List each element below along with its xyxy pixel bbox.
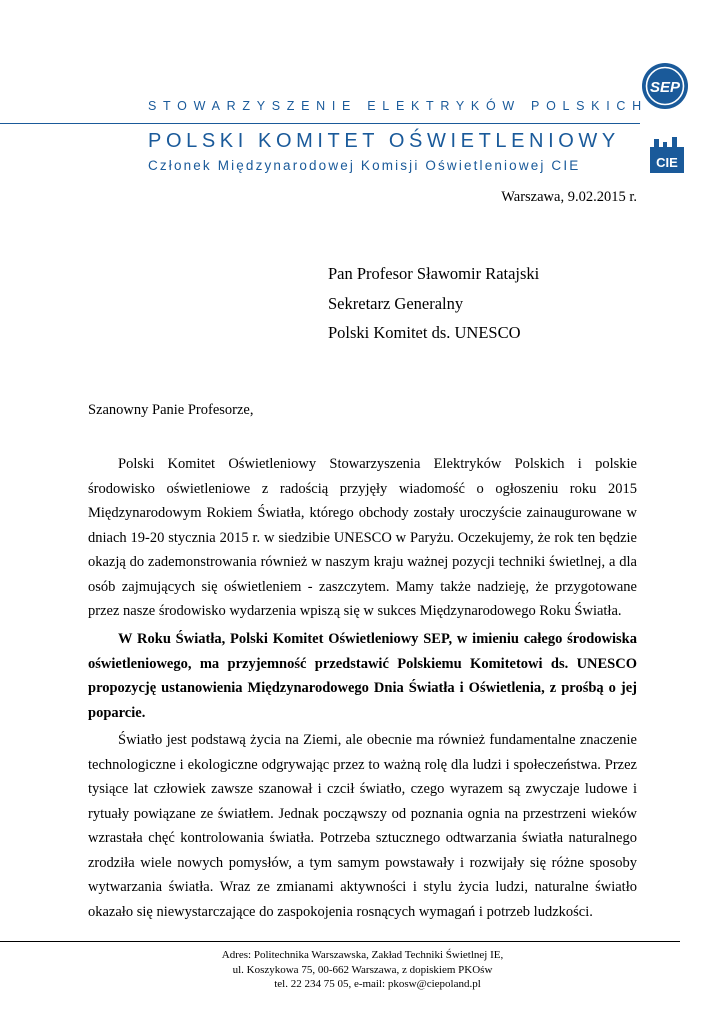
recipient-name: Pan Profesor Sławomir Ratajski bbox=[328, 264, 540, 283]
letter-date: Warszawa, 9.02.2015 r. bbox=[501, 189, 637, 205]
cie-logo bbox=[650, 137, 684, 173]
svg-text:SEP: SEP bbox=[649, 79, 681, 96]
body-paragraph: Polski Komitet Oświetleniowy Stowarzyszenia Elektryków Polskich i polskie środowisko oświetleniowe z radością przyjęły wiadomość o ogłoszeniu roku 2015 Międzynarodowym Rokiem Światła, którego obchody zostały uroczyście zainaugurowane w dniach 19-20 stycznia 2015 r. w siedzibie UNESCO w Paryżu. Oczekujemy, że rok ten będzie okazją do zademonstrowania również w naszym kraju ważnej pozycji techniki świetlnej, a dla osób zajmujących się oświetleniem - zaszczytem. Mamy także nadzieję, że przygotowane przez nasze środowisko wydarzenia wpiszą się w sukces Międzynarodowego Roku Światła. bbox=[88, 456, 637, 619]
cie-membership-line: Członek Międzynarodowej Komisji Oświetleniowej CIE bbox=[148, 158, 581, 173]
header-divider bbox=[0, 123, 640, 124]
footer-street-line: ul. Koszykowa 75, 00-662 Warszawa, z dopiskiem PKOśw bbox=[232, 964, 493, 976]
recipient-organization: Polski Komitet ds. UNESCO bbox=[328, 323, 521, 342]
footer-divider bbox=[0, 941, 680, 942]
salutation: Szanowny Panie Profesorze, bbox=[88, 402, 254, 418]
footer-address-line: Adres: Politechnika Warszawska, Zakład Techniki Świetlnej IE, bbox=[221, 949, 504, 961]
svg-text:CIE: CIE bbox=[656, 155, 678, 170]
recipient-title: Sekretarz Generalny bbox=[328, 294, 464, 313]
body-paragraph-bold: W Roku Światła, Polski Komitet Oświetleniowy SEP, w imieniu całego środowiska oświetleniowego, ma przyjemność przedstawić Polskiemu Komitetowi ds. UNESCO propozycję ustanowienia Międzynarodowego Dnia Światła i Oświetlenia, z prośbą o jej poparcie. bbox=[88, 631, 637, 721]
body-paragraph: Światło jest podstawą życia na Ziemi, ale obecnie ma również fundamentalne znaczenie technologiczne i ekologiczne odgrywając przez to ważną rolę dla ludzi i społeczeństwa. Przez tysiące lat człowiek zawsze szanował i czcił światło, czego wyrazem są zwyczaje ludowe i rytuały powiązane ze światłem. Jednak począwszy od poznania ognia na przestrzeni wieków wzrastała chęć kontrolowania światła. Potrzeba sztucznego odtwarzania światła naturalnego zrodziła wiele nowych pomysłów, a tym samym powstawały i rozwijały się różne sposoby wytwarzania światła. Wraz ze zmianami aktywności i stylu życia ludzi, naturalne światło okazało się niewystarczające do zaspokojenia rosnących wymagań i potrzeb ludzkości. bbox=[88, 732, 637, 920]
organization-name: STOWARZYSZENIE ELEKTRYKÓW POLSKICH bbox=[148, 99, 648, 113]
sep-logo bbox=[641, 62, 689, 110]
footer-contact-line: tel. 22 234 75 05, e-mail: pkosw@ciepoland.pl bbox=[274, 978, 481, 990]
committee-name: POLSKI KOMITET OŚWIETLENIOWY bbox=[148, 130, 620, 152]
